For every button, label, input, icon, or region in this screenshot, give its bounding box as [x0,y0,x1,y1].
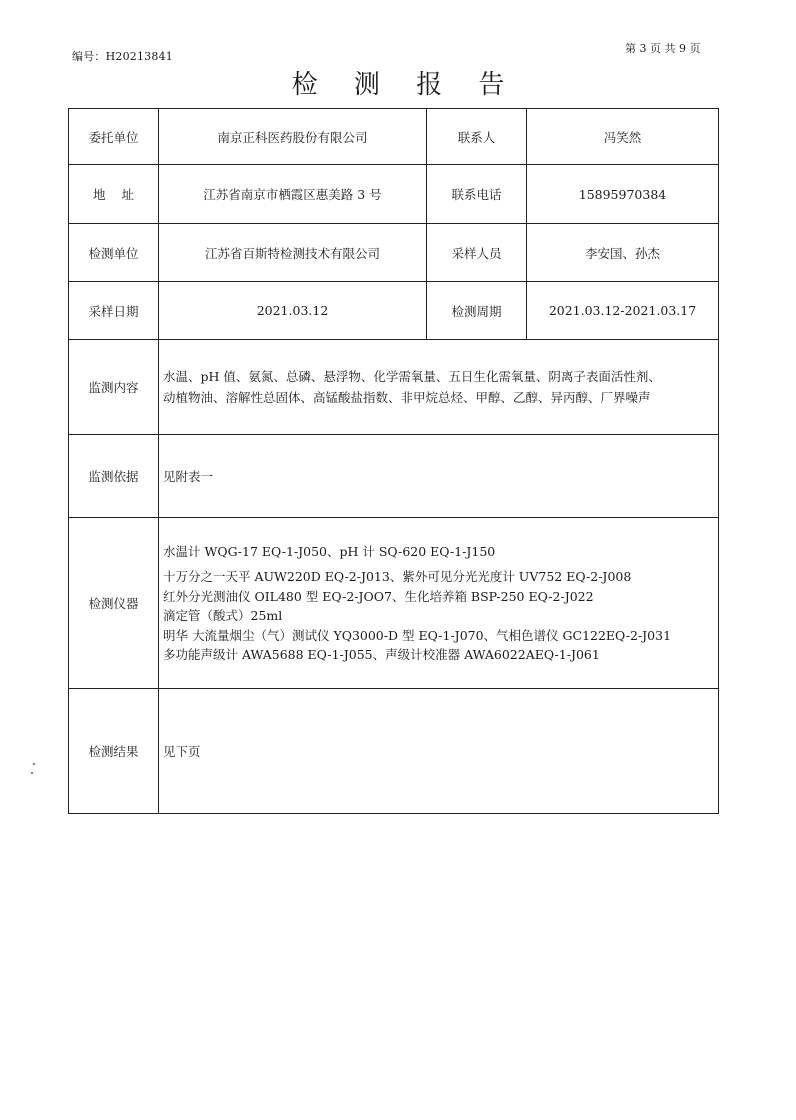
scan-speck [31,772,33,774]
table-row [69,282,719,340]
instrument-line: 红外分光测油仪 OIL480 型 EQ-2-JOO7、生化培养箱 BSP-250 EQ-2-J022 [163,588,594,604]
address-label: 地 址 [69,165,159,224]
instrument-label: 检测仪器 [69,518,159,689]
scan-speck [33,763,35,765]
monitoring-content-label: 监测内容 [69,340,159,435]
phone-value: 15895970384 [527,165,719,224]
instrument-line: 多功能声级计 AWA5688 EQ-1-J055、声级计校准器 AWA6022AEQ-1-J061 [163,647,600,662]
monitoring-content-line: 水温、pH 值、氨氮、总磷、悬浮物、化学需氧量、五日生化需氧量、阴离子表面活性剂、 [163,369,661,384]
table-row [69,340,719,435]
test-period-value: 2021.03.12-2021.03.17 [527,282,719,340]
test-result-value: 见下页 [159,689,719,814]
instrument-line: 水温计 WQG-17 EQ-1-J050、pH 计 SQ-620 EQ-1-J150 [163,543,496,559]
table-row [69,224,719,282]
contact-label: 联系人 [427,109,527,165]
instrument-list [159,518,719,689]
table-row [69,689,719,814]
table-row [69,109,719,165]
instrument-line: 明华 大流量烟尘（气）测试仪 YQ3000-D 型 EQ-1-J070、气相色谱仪 GC122EQ-2-J031 [163,627,672,643]
report-table [68,108,719,814]
monitoring-content-value [159,340,719,435]
lab-value: 江苏省百斯特检测技术有限公司 [159,224,427,282]
page-title: 检 测 报 告 [291,70,519,100]
client-value: 南京正科医药股份有限公司 [159,109,427,165]
table-row [69,518,719,689]
report-number: 编号：H20213841 [72,50,173,63]
address-value: 江苏省南京市栖霞区惠美路 3 号 [159,165,427,224]
instrument-line: 十万分之一天平 AUW220D EQ-2-J013、紫外可见分光光度计 UV752 EQ-2-J008 [163,569,632,584]
table-row [69,435,719,518]
monitoring-basis-label: 监测依据 [69,435,159,518]
page-number: 第 3 页 共 9 页 [625,42,701,55]
monitoring-content-line: 动植物油、溶解性总固体、高锰酸盐指数、非甲烷总烃、甲醇、乙醇、异丙醇、厂界噪声 [163,390,651,405]
test-result-label: 检测结果 [69,689,159,814]
monitoring-basis-value: 见附表一 [159,435,719,518]
table-row [69,165,719,224]
instrument-line: 滴定管（酸式）25ml [163,608,283,623]
sampling-date-label: 采样日期 [69,282,159,340]
sampler-label: 采样人员 [427,224,527,282]
sampler-value: 李安国、孙杰 [527,224,719,282]
phone-label: 联系电话 [427,165,527,224]
lab-label: 检测单位 [69,224,159,282]
sampling-date-value: 2021.03.12 [159,282,427,340]
test-period-label: 检测周期 [427,282,527,340]
contact-value: 冯笑然 [527,109,719,165]
client-label: 委托单位 [69,109,159,165]
